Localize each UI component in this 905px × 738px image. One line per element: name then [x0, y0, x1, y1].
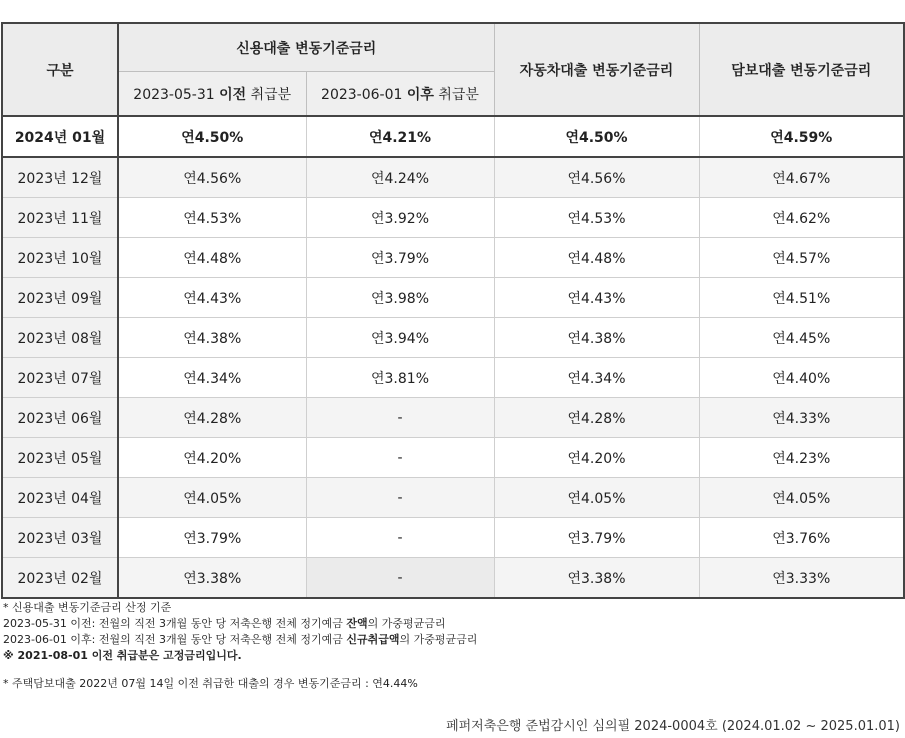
cell-month: 2023년 04월 [2, 478, 118, 518]
cell-month: 2023년 11월 [2, 198, 118, 238]
header-credit-after-keyword: 이후 [406, 86, 434, 103]
cell-mortgage: 연4.67% [699, 157, 904, 198]
cell-mortgage: 연4.33% [699, 398, 904, 438]
table-row [2, 238, 904, 278]
cell-mortgage: 연4.51% [699, 278, 904, 318]
cell-month: 2023년 10월 [2, 238, 118, 278]
cell-credit-after: - [306, 558, 494, 599]
header-credit-after-tail: 취급분 [438, 86, 479, 103]
note-after-keyword: 신규취급액 [346, 633, 400, 646]
cell-credit-before: 연4.20% [118, 438, 306, 478]
cell-credit-before: 연4.43% [118, 278, 306, 318]
header-credit-before [118, 72, 306, 117]
cell-auto: 연4.43% [494, 278, 699, 318]
compliance-footer: 페퍼저축은행 준법감시인 심의필 2024-0004호 (2024.01.02 ~ 2025.01.01) [446, 719, 900, 734]
note-basis-title: * 신용대출 변동기준금리 산정 기준 [3, 601, 172, 614]
header-credit-before-keyword: 이전 [219, 86, 247, 103]
table-row [2, 518, 904, 558]
table-row [2, 398, 904, 438]
notes [3, 600, 477, 692]
header-credit-before-date: 2023-05-31 [133, 86, 215, 103]
cell-credit-before: 연3.38% [118, 558, 306, 599]
cell-credit-before: 연4.38% [118, 318, 306, 358]
cell-credit-after: 연3.92% [306, 198, 494, 238]
cell-credit-after: 연3.98% [306, 278, 494, 318]
note-after-basis [3, 632, 477, 648]
cell-credit-after: 연4.21% [306, 116, 494, 157]
cell-auto: 연4.53% [494, 198, 699, 238]
cell-credit-before: 연4.28% [118, 398, 306, 438]
cell-auto: 연4.20% [494, 438, 699, 478]
cell-auto: 연3.79% [494, 518, 699, 558]
note-before-basis [3, 616, 477, 632]
cell-month: 2023년 05월 [2, 438, 118, 478]
table-row [2, 358, 904, 398]
cell-month: 2023년 07월 [2, 358, 118, 398]
cell-mortgage: 연4.23% [699, 438, 904, 478]
cell-credit-after: 연3.79% [306, 238, 494, 278]
header-credit-before-tail: 취급분 [250, 86, 292, 103]
cell-month: 2023년 03월 [2, 518, 118, 558]
cell-mortgage: 연4.05% [699, 478, 904, 518]
table-row [2, 116, 904, 157]
cell-mortgage: 연4.40% [699, 358, 904, 398]
cell-month: 2023년 12월 [2, 157, 118, 198]
header-auto-loan: 자동차대출 변동기준금리 [494, 23, 699, 116]
cell-auto: 연4.38% [494, 318, 699, 358]
note-fixed-rate-text: ※ 2021-08-01 이전 취급분은 고정금리입니다. [3, 649, 242, 662]
cell-mortgage: 연3.33% [699, 558, 904, 599]
note-before-tail: 의 가중평균금리 [367, 617, 446, 630]
cell-credit-after: - [306, 478, 494, 518]
table-row [2, 157, 904, 198]
header-credit-loan: 신용대출 변동기준금리 [118, 23, 494, 72]
header-mortgage-loan: 담보대출 변동기준금리 [699, 23, 904, 116]
cell-auto: 연4.05% [494, 478, 699, 518]
note-spacer [3, 664, 477, 676]
cell-credit-after: 연4.24% [306, 157, 494, 198]
cell-auto: 연4.50% [494, 116, 699, 157]
header-category: 구분 [2, 23, 118, 116]
header-credit-after [306, 72, 494, 117]
table-row [2, 198, 904, 238]
cell-credit-before: 연4.50% [118, 116, 306, 157]
cell-credit-before: 연3.79% [118, 518, 306, 558]
cell-credit-after: - [306, 438, 494, 478]
cell-credit-after: - [306, 518, 494, 558]
cell-mortgage: 연3.76% [699, 518, 904, 558]
table-row [2, 318, 904, 358]
cell-credit-after: 연3.81% [306, 358, 494, 398]
note-before-keyword: 잔액 [346, 617, 368, 630]
cell-credit-before: 연4.53% [118, 198, 306, 238]
cell-month: 2023년 02월 [2, 558, 118, 599]
table-row [2, 438, 904, 478]
cell-auto: 연4.28% [494, 398, 699, 438]
cell-month: 2023년 09월 [2, 278, 118, 318]
cell-mortgage: 연4.57% [699, 238, 904, 278]
cell-month: 2023년 06월 [2, 398, 118, 438]
note-after-text: 2023-06-01 이후: 전월의 직전 3개월 동안 당 저축은행 전체 정기예금 [3, 633, 347, 646]
cell-auto: 연3.38% [494, 558, 699, 599]
cell-credit-before: 연4.34% [118, 358, 306, 398]
header-credit-after-date: 2023-06-01 [321, 86, 403, 103]
table-row [2, 278, 904, 318]
note-mortgage: * 주택담보대출 2022년 07월 14일 이전 취급한 대출의 경우 변동기준금리 : 연4.44% [3, 677, 418, 690]
note-before-text: 2023-05-31 이전: 전월의 직전 3개월 동안 당 저축은행 전체 정기예금 [3, 617, 347, 630]
cell-credit-before: 연4.56% [118, 157, 306, 198]
rate-table [1, 22, 905, 599]
table-row [2, 558, 904, 599]
cell-credit-after: - [306, 398, 494, 438]
cell-mortgage: 연4.59% [699, 116, 904, 157]
note-fixed-rate [3, 648, 477, 664]
note-after-tail: 의 가중평균금리 [399, 633, 478, 646]
table-row [2, 478, 904, 518]
cell-auto: 연4.48% [494, 238, 699, 278]
cell-credit-after: 연3.94% [306, 318, 494, 358]
cell-mortgage: 연4.45% [699, 318, 904, 358]
cell-credit-before: 연4.05% [118, 478, 306, 518]
cell-auto: 연4.56% [494, 157, 699, 198]
cell-credit-before: 연4.48% [118, 238, 306, 278]
cell-month: 2024년 01월 [2, 116, 118, 157]
cell-auto: 연4.34% [494, 358, 699, 398]
cell-month: 2023년 08월 [2, 318, 118, 358]
cell-mortgage: 연4.62% [699, 198, 904, 238]
